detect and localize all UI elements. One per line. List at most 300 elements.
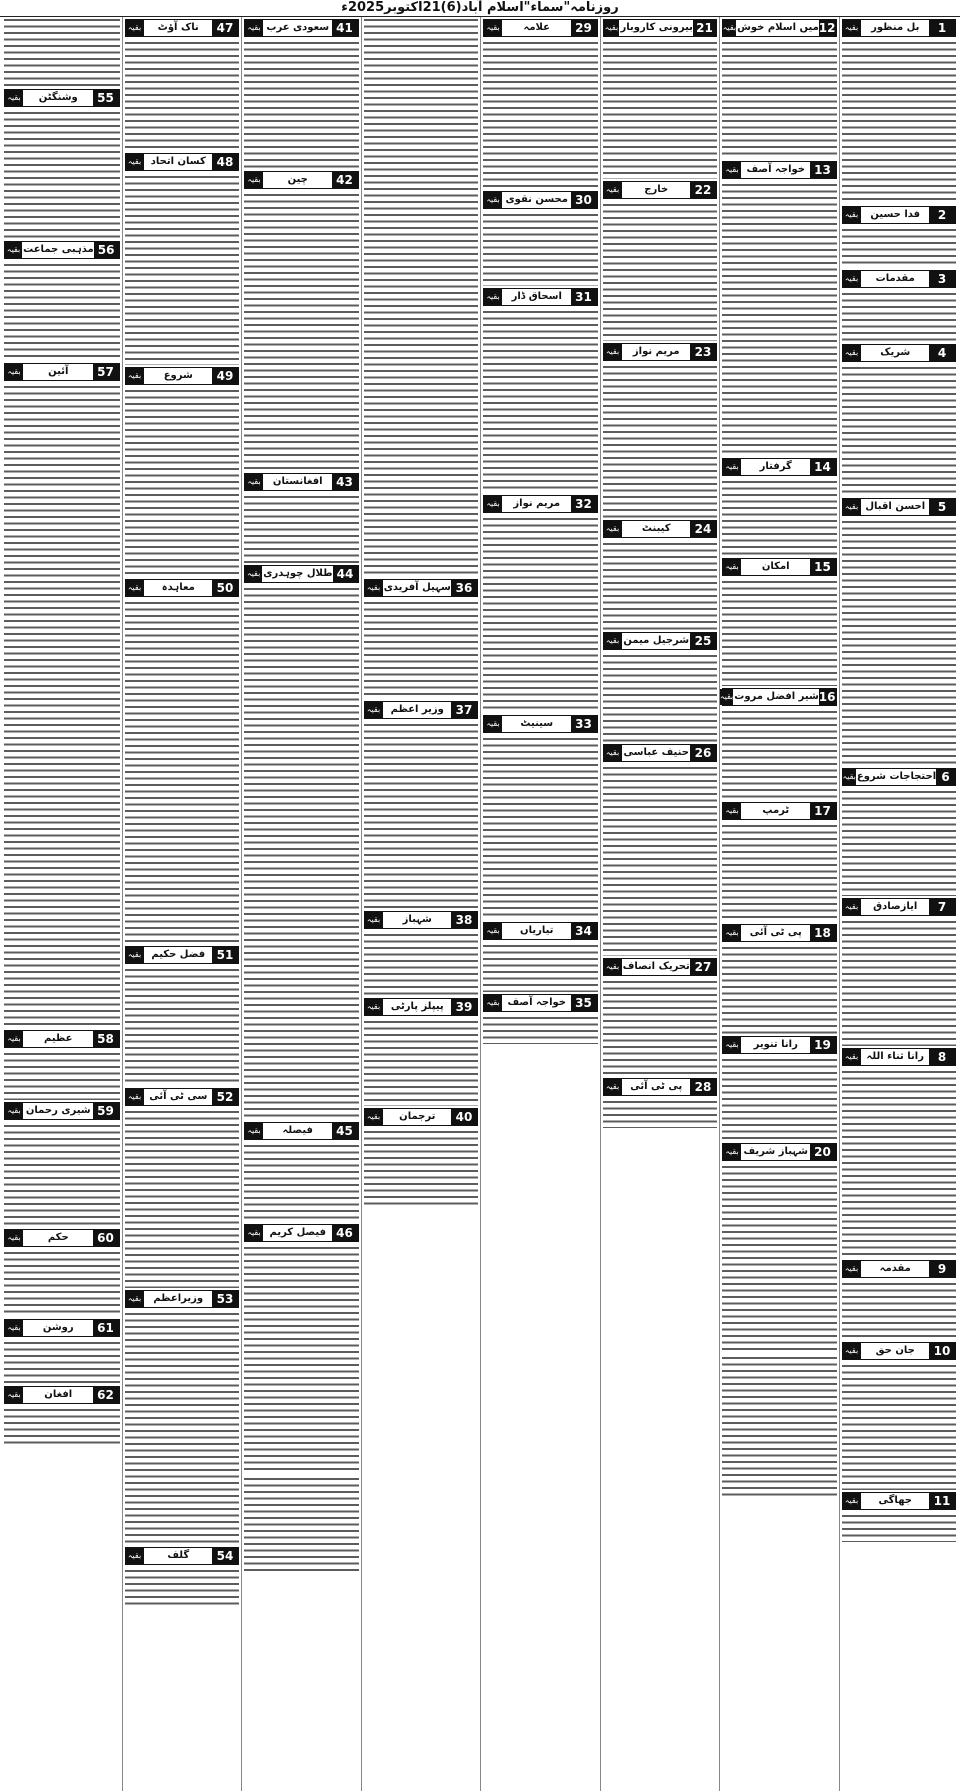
article-body-text <box>722 945 837 1034</box>
article-body-text <box>4 1340 120 1384</box>
article-title: ناک آؤٹ <box>157 22 199 33</box>
article-continuation <box>603 181 718 341</box>
article-continuation <box>244 1122 359 1222</box>
article-continuation <box>842 1342 957 1490</box>
continuation-badge: بقیہ <box>245 474 263 490</box>
article-body-text <box>842 1069 957 1258</box>
article-header <box>483 922 598 940</box>
continuation-badge: بقیہ <box>484 20 502 36</box>
article-header <box>364 911 479 929</box>
article-body-text <box>244 192 359 471</box>
continuation-badge: بقیہ <box>843 499 861 515</box>
column-4 <box>480 17 600 1791</box>
article-title: مریم نواز <box>513 498 561 509</box>
continuation-badge: بقیہ <box>723 1144 741 1160</box>
article-number: 60 <box>93 1230 119 1246</box>
article-title: سینیٹ <box>520 718 554 729</box>
article-title: بیرونی کاروبار <box>620 22 693 33</box>
article-number: 58 <box>93 1031 119 1047</box>
article-header <box>4 1030 120 1048</box>
article-continuation <box>244 171 359 471</box>
article-continuation <box>125 946 240 1086</box>
article-header <box>483 994 598 1012</box>
article-title: جان حق <box>875 1345 915 1356</box>
article-header <box>722 458 837 476</box>
article-header <box>603 632 718 650</box>
article-title: شہباز شریف <box>743 1146 808 1157</box>
article-title: وشنگٹن <box>38 92 78 103</box>
article-title: وزیر اعظم <box>390 704 444 715</box>
column-8 <box>2 17 122 1791</box>
article-header <box>722 1143 837 1161</box>
article-body-text <box>722 479 837 556</box>
continuation-badge: بقیہ <box>604 633 622 649</box>
article-title: شریک <box>880 347 911 358</box>
article-continuation <box>842 1260 957 1340</box>
article-number: 32 <box>571 496 597 512</box>
continuation-badge: بقیہ <box>126 154 144 170</box>
article-number: 8 <box>929 1049 955 1065</box>
article-title: ٹرمپ <box>762 805 790 816</box>
article-number: 40 <box>451 1109 477 1125</box>
article-body-text <box>603 202 718 341</box>
article-continuation <box>722 161 837 456</box>
article-body-text <box>364 722 479 909</box>
article-title: میں اسلام خوش <box>737 22 819 33</box>
article-title: شروع <box>163 370 193 381</box>
article-continuation <box>722 1355 837 1500</box>
article-body-text <box>603 653 718 742</box>
article-header <box>842 768 957 786</box>
article-header <box>842 1492 957 1510</box>
continuation-badge: بقیہ <box>723 20 736 36</box>
article-number: 52 <box>212 1089 238 1105</box>
continuation-badge: بقیہ <box>365 999 383 1015</box>
article-number: 14 <box>810 459 836 475</box>
article-header <box>125 1547 240 1565</box>
article-header <box>603 958 718 976</box>
article-title: خواجہ آصف <box>746 164 805 175</box>
continuation-badge: بقیہ <box>843 20 861 36</box>
article-header <box>364 701 479 719</box>
article-number: 56 <box>94 242 119 258</box>
continuation-badge: بقیہ <box>720 689 733 705</box>
article-number: 19 <box>810 1037 836 1053</box>
article-number: 23 <box>690 344 716 360</box>
continuation-badge: بقیہ <box>365 1109 383 1125</box>
continuation-badge: بقیہ <box>604 344 622 360</box>
article-header <box>364 998 479 1016</box>
article-number: 62 <box>93 1387 119 1403</box>
article-number: 26 <box>690 745 716 761</box>
article-body-text <box>364 17 479 577</box>
article-continuation <box>842 1492 957 1542</box>
article-number: 61 <box>93 1320 119 1336</box>
continuation-badge: بقیہ <box>604 182 622 198</box>
article-continuation <box>125 19 240 151</box>
article-number: 50 <box>212 580 238 596</box>
article-title: معاہدہ <box>161 582 195 593</box>
article-header <box>125 367 240 385</box>
article-continuation <box>125 1088 240 1288</box>
article-continuation <box>244 473 359 563</box>
article-continuation <box>244 1224 359 1474</box>
article-header <box>842 270 957 288</box>
article-number: 1 <box>929 20 955 36</box>
article-continuation <box>4 17 120 87</box>
article-header <box>244 19 359 37</box>
article-body-text <box>483 309 598 493</box>
article-continuation <box>842 1048 957 1258</box>
article-continuation <box>719 688 837 800</box>
article-header <box>603 520 718 538</box>
article-header <box>603 1078 718 1096</box>
article-header <box>244 1224 359 1242</box>
article-continuation <box>364 579 479 699</box>
article-continuation <box>842 498 957 766</box>
article-header <box>4 1102 120 1120</box>
article-title: فضل حکیم <box>151 949 206 960</box>
continuation-badge: بقیہ <box>843 271 861 287</box>
article-title: علامہ <box>523 22 550 33</box>
article-number: 38 <box>451 912 477 928</box>
article-body-text <box>483 516 598 713</box>
article-number: 21 <box>693 20 716 36</box>
article-continuation <box>4 241 120 361</box>
article-body-text <box>842 291 957 342</box>
article-body-text <box>4 110 120 239</box>
article-body-text <box>4 1123 120 1227</box>
article-continuation <box>125 1547 240 1607</box>
article-title: مریم نواز <box>632 346 680 357</box>
continuation-badge: بقیہ <box>484 995 502 1011</box>
article-number: 22 <box>690 182 716 198</box>
article-continuation <box>603 343 718 518</box>
article-title: فدا حسین <box>870 209 921 220</box>
article-number: 28 <box>690 1079 716 1095</box>
article-title: افغانستان <box>272 476 323 487</box>
continuation-badge: بقیہ <box>484 923 502 939</box>
article-title: افغان <box>44 1389 73 1400</box>
continuation-badge: بقیہ <box>5 364 23 380</box>
continuation-badge: بقیہ <box>843 1343 861 1359</box>
article-number: 7 <box>929 899 955 915</box>
article-number: 36 <box>451 580 477 596</box>
continuation-badge: بقیہ <box>604 959 622 975</box>
article-header <box>364 1108 479 1126</box>
article-header <box>125 1290 240 1308</box>
article-number: 54 <box>212 1548 238 1564</box>
continuation-badge: بقیہ <box>126 1089 144 1105</box>
article-number: 20 <box>810 1144 836 1160</box>
article-number: 41 <box>332 20 358 36</box>
article-number: 49 <box>212 368 238 384</box>
article-continuation <box>483 495 598 713</box>
article-body-text <box>483 1015 598 1044</box>
continuation-badge: بقیہ <box>484 289 502 305</box>
continuation-badge: بقیہ <box>245 566 262 582</box>
article-number: 6 <box>936 769 955 785</box>
article-continuation <box>125 579 240 944</box>
article-title: احسن اقبال <box>865 501 926 512</box>
article-continuation <box>722 19 837 159</box>
article-number: 46 <box>332 1225 358 1241</box>
continuation-badge: بقیہ <box>126 1291 144 1307</box>
article-body-text <box>842 227 957 268</box>
article-continuation <box>364 17 479 577</box>
article-body-text <box>722 579 837 686</box>
column-6 <box>241 17 361 1791</box>
article-number: 31 <box>571 289 597 305</box>
article-number: 17 <box>810 803 836 819</box>
article-title: وزیراعظم <box>153 1293 204 1304</box>
newspaper-page <box>2 17 958 1791</box>
continuation-badge: بقیہ <box>245 1225 263 1241</box>
continuation-badge: بقیہ <box>604 745 622 761</box>
article-continuation <box>364 911 479 996</box>
column-3 <box>600 17 720 1791</box>
article-header <box>4 241 120 259</box>
article-number: 3 <box>929 271 955 287</box>
article-header <box>125 579 240 597</box>
column-5 <box>361 17 481 1791</box>
continuation-badge: بقیہ <box>5 90 23 106</box>
article-title: محسن نقوی <box>505 194 568 205</box>
article-number: 39 <box>451 999 477 1015</box>
article-continuation <box>603 632 718 742</box>
article-body-text <box>244 494 359 563</box>
article-continuation <box>603 958 718 1076</box>
article-body-text <box>603 364 718 518</box>
article-header <box>842 344 957 362</box>
article-title: شیر افضل مروت <box>734 691 819 702</box>
article-header <box>483 495 598 513</box>
article-body-text <box>125 967 240 1086</box>
article-number: 13 <box>810 162 836 178</box>
article-number: 48 <box>212 154 238 170</box>
article-header <box>244 565 359 583</box>
continuation-badge: بقیہ <box>723 803 741 819</box>
article-body-text <box>125 1311 240 1545</box>
article-continuation <box>722 1036 837 1141</box>
article-header <box>244 473 359 491</box>
continuation-badge: بقیہ <box>5 1103 23 1119</box>
article-title: چین <box>287 174 308 185</box>
continuation-badge: بقیہ <box>843 345 861 361</box>
continuation-badge: بقیہ <box>365 702 383 718</box>
article-continuation <box>722 1143 837 1353</box>
article-title: تیاریاں <box>520 925 554 936</box>
article-header <box>244 1122 359 1140</box>
article-header <box>603 744 718 762</box>
article-body-text <box>722 40 837 159</box>
article-body-text <box>842 919 957 1046</box>
article-continuation <box>125 1290 240 1545</box>
article-body-text <box>842 789 957 896</box>
article-continuation <box>244 565 359 1120</box>
article-body-text <box>4 1051 120 1100</box>
article-title: اسحاق ڈار <box>511 291 562 302</box>
article-body-text <box>4 1250 120 1317</box>
article-title: شیری رحمان <box>25 1105 91 1116</box>
article-continuation <box>603 744 718 956</box>
article-number: 15 <box>810 559 836 575</box>
continuation-badge: بقیہ <box>5 1320 23 1336</box>
article-header <box>125 946 240 964</box>
article-number: 25 <box>690 633 716 649</box>
article-continuation <box>722 924 837 1034</box>
article-title: شرجیل میمن <box>623 635 690 646</box>
continuation-badge: بقیہ <box>723 559 741 575</box>
article-body-text <box>125 40 240 151</box>
article-body-text <box>125 1568 240 1607</box>
article-number: 30 <box>571 192 597 208</box>
masthead: روزنامہ"سماء"اسلام آباد(6)21اکتوبر2025ء <box>0 0 960 17</box>
column-7 <box>122 17 242 1791</box>
article-body-text <box>4 384 120 1028</box>
article-continuation <box>364 1108 479 1208</box>
continuation-badge: بقیہ <box>126 20 144 36</box>
article-body-text <box>722 1164 837 1353</box>
article-continuation <box>4 1319 120 1384</box>
article-header <box>842 1342 957 1360</box>
article-body-text <box>244 1143 359 1222</box>
continuation-badge: بقیہ <box>126 947 144 963</box>
article-body-text <box>125 388 240 577</box>
article-header <box>842 19 957 37</box>
article-header <box>842 898 957 916</box>
continuation-badge: بقیہ <box>723 459 741 475</box>
article-title: پی ٹی آئی <box>749 927 802 938</box>
continuation-badge: بقیہ <box>365 580 383 596</box>
article-body-text <box>483 943 598 992</box>
article-number: 2 <box>929 207 955 223</box>
article-title: فیصلہ <box>282 1125 313 1136</box>
article-title: کیبنٹ <box>641 523 671 534</box>
continuation-badge: بقیہ <box>484 716 502 732</box>
continuation-badge: بقیہ <box>843 1261 861 1277</box>
continuation-badge: بقیہ <box>723 925 741 941</box>
article-header <box>4 363 120 381</box>
continuation-badge: بقیہ <box>126 580 144 596</box>
continuation-badge: بقیہ <box>365 912 383 928</box>
article-title: سی ٹی آئی <box>149 1091 208 1102</box>
article-number: 12 <box>818 21 836 35</box>
article-continuation <box>483 715 598 920</box>
article-body-text <box>842 1281 957 1340</box>
article-header <box>722 558 837 576</box>
article-body-text <box>4 262 120 361</box>
article-continuation <box>4 1030 120 1100</box>
article-body-text <box>244 1245 359 1474</box>
continuation-badge: بقیہ <box>723 1037 741 1053</box>
continuation-badge: بقیہ <box>126 368 144 384</box>
article-title: سعودی عرب <box>266 22 330 33</box>
article-header <box>603 343 718 361</box>
continuation-badge: بقیہ <box>843 899 861 915</box>
article-header <box>722 924 837 942</box>
article-continuation <box>4 1386 120 1446</box>
article-header <box>364 579 479 597</box>
article-body-text <box>244 40 359 169</box>
article-body-text <box>483 40 598 189</box>
article-title: حکم <box>47 1232 69 1243</box>
continuation-badge: بقیہ <box>843 769 856 785</box>
article-header <box>4 1319 120 1337</box>
article-header <box>483 715 598 733</box>
article-header <box>4 1229 120 1247</box>
article-header <box>603 181 718 199</box>
article-number: 43 <box>332 474 358 490</box>
article-continuation <box>364 701 479 909</box>
article-number: 9 <box>929 1261 955 1277</box>
article-title: سہیل آفریدی <box>383 582 451 593</box>
article-header <box>722 161 837 179</box>
article-header <box>483 19 598 37</box>
article-body-text <box>4 17 120 87</box>
article-title: ایازصادق <box>873 901 918 912</box>
article-continuation <box>483 994 598 1044</box>
article-body-text <box>364 1129 479 1208</box>
article-body-text <box>722 823 837 922</box>
article-body-text <box>722 1355 837 1500</box>
article-header <box>722 19 837 37</box>
article-continuation <box>483 922 598 992</box>
article-number: 44 <box>333 566 358 582</box>
article-header <box>722 1036 837 1054</box>
article-continuation <box>244 19 359 169</box>
article-number: 51 <box>212 947 238 963</box>
column-2 <box>719 17 839 1791</box>
article-title: خارج <box>644 184 669 195</box>
article-number: 5 <box>929 499 955 515</box>
article-header <box>244 171 359 189</box>
article-header <box>4 1386 120 1404</box>
continuation-badge: بقیہ <box>5 1387 23 1403</box>
article-body-text <box>722 182 837 456</box>
article-title: طلال چوہدری <box>263 568 333 579</box>
article-title: مقدمات <box>875 273 915 284</box>
article-continuation <box>842 206 957 268</box>
article-title: رانا ثناء اللہ <box>866 1051 924 1062</box>
article-continuation <box>603 1078 718 1128</box>
article-number: 18 <box>810 925 836 941</box>
article-body-text <box>125 600 240 944</box>
article-number: 55 <box>93 90 119 106</box>
article-title: کسان اتحاد <box>150 156 206 167</box>
article-body-text <box>603 1099 718 1128</box>
article-continuation <box>842 898 957 1046</box>
article-number: 57 <box>93 364 119 380</box>
column-1 <box>839 17 959 1791</box>
article-continuation <box>125 153 240 365</box>
continuation-badge: بقیہ <box>604 521 622 537</box>
article-header <box>842 498 957 516</box>
article-continuation <box>722 802 837 922</box>
article-continuation <box>603 19 718 179</box>
article-body-text <box>364 932 479 996</box>
continuation-badge: بقیہ <box>723 162 741 178</box>
continuation-badge: بقیہ <box>484 192 502 208</box>
article-body-text <box>125 1109 240 1288</box>
article-continuation <box>842 270 957 342</box>
article-title: تحریک انصاف <box>622 961 690 972</box>
article-continuation <box>364 998 479 1106</box>
article-title: پیپلز پارٹی <box>390 1001 444 1012</box>
article-header <box>842 1048 957 1066</box>
article-header <box>125 153 240 171</box>
article-continuation <box>4 89 120 239</box>
